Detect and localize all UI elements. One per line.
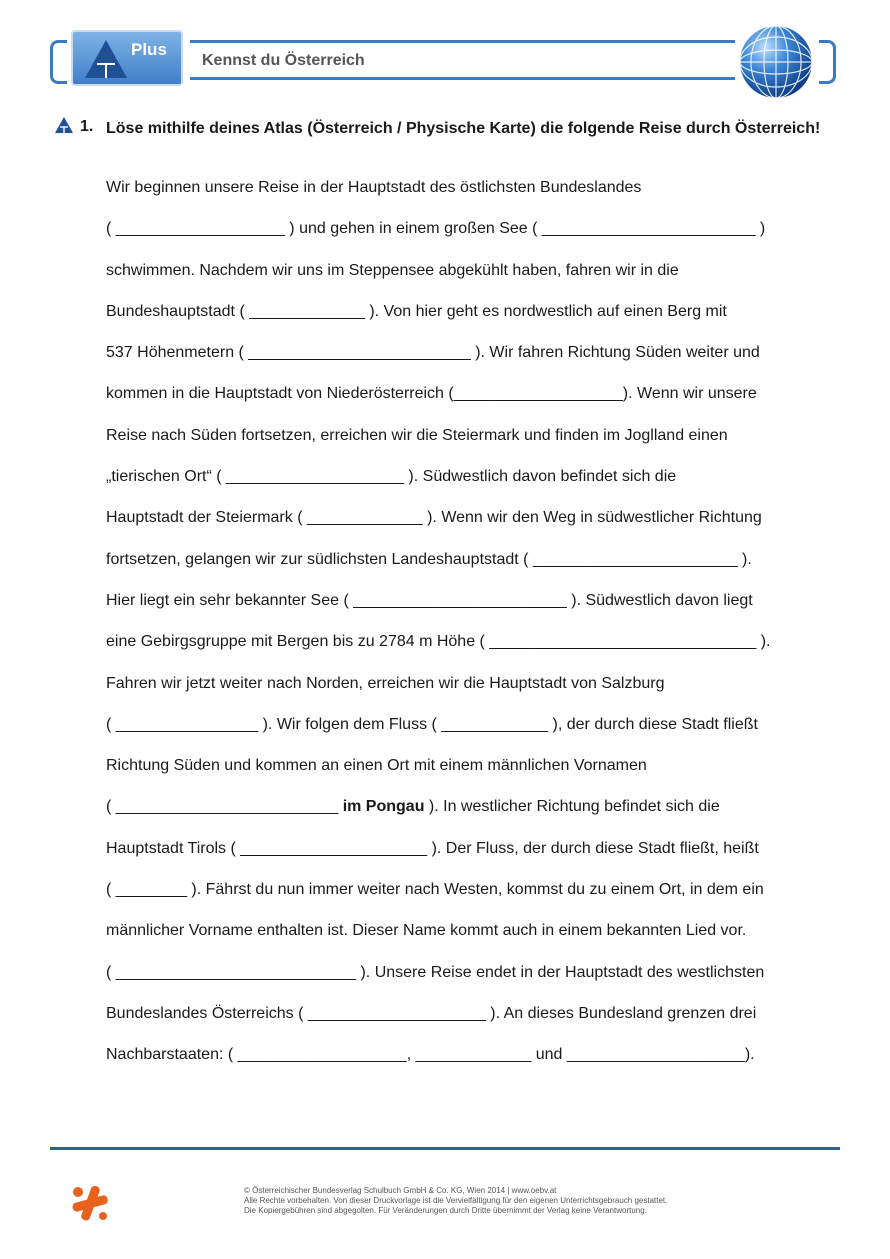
- bold-text-segment: im Pongau: [342, 798, 425, 816]
- globe-icon: [737, 23, 815, 101]
- text-line: Hauptstadt der Steiermark ( _____________ ). Wenn wir den Weg in südwestlicher Richtung: [106, 509, 762, 527]
- text-line: schwimmen. Nachdem wir uns im Steppensee abgekühlt haben, fahren wir in die: [106, 261, 679, 279]
- text-line: „tierischen Ort“ ( ____________________ ). Südwestlich davon befindet sich die: [106, 468, 677, 486]
- text-line: 537 Höhenmetern ( _________________________ ). Wir fahren Richtung Süden weiter und: [106, 344, 760, 362]
- text-line: Reise nach Süden fortsetzen, erreichen wir die Steiermark und finden im Joglland einen: [106, 426, 728, 444]
- plus-logo: [71, 30, 183, 86]
- text-line: ( ___________________ ) und gehen in einem großen See ( ________________________ ): [106, 220, 766, 238]
- text-line: Fahren wir jetzt weiter nach Norden, erreichen wir die Hauptstadt von Salzburg: [106, 674, 665, 692]
- cloze-text: [106, 177, 866, 1086]
- publisher-logo-icon: [70, 1183, 110, 1223]
- text-line: [106, 796, 866, 837]
- pyramid-icon: [83, 38, 129, 80]
- text-line: Wir beginnen unsere Reise in der Hauptstadt des östlichsten Bundeslandes: [106, 179, 642, 196]
- disclaimer-line: Die Kopiergebühren sind abgegolten. Für Veränderungen durch Dritte übernimmt der Verlag keine Verantwortung.: [244, 1206, 647, 1215]
- task-number: 1.: [80, 118, 94, 135]
- copyright-line: © Österreichischer Bundesverlag Schulbuch GmbH & Co. KG, Wien 2014 | www.oebv.at: [244, 1186, 557, 1195]
- header-bracket-right: [819, 40, 836, 84]
- page-title: Kennst du Österreich: [202, 52, 365, 69]
- text-line: kommen in die Hauptstadt von Niederösterreich (___________________). Wenn wir unsere: [106, 385, 757, 403]
- title-bar: [190, 40, 735, 80]
- text-line: Richtung Süden und kommen an einen Ort mit einem männlichen Vornamen: [106, 757, 647, 775]
- footer-divider: [50, 1147, 840, 1150]
- text-line: Nachbarstaaten: ( ___________________, _____________ und ____________________).: [106, 1046, 755, 1064]
- text-line: ( ___________________________ ). Unsere Reise endet in der Hauptstadt des westlichsten: [106, 963, 765, 981]
- text-segment: ). In westlicher Richtung befindet sich die: [424, 798, 720, 816]
- text-segment: ( _________________________: [106, 798, 343, 816]
- header-bracket-left: [50, 40, 67, 84]
- text-line: eine Gebirgsgruppe mit Bergen bis zu 2784 m Höhe ( ______________________________ ).: [106, 633, 771, 651]
- text-line: ( ________ ). Fährst du nun immer weiter nach Westen, kommst du zu einem Ort, in dem ein: [106, 881, 764, 899]
- task-pyramid-icon: [54, 116, 74, 134]
- copyright-notice: [244, 1186, 667, 1216]
- text-line: Hier liegt ein sehr bekannter See ( ________________________ ). Südwestlich davon liegt: [106, 591, 753, 609]
- task-title: Löse mithilfe deines Atlas (Österreich / Physische Karte) die folgende Reise durch Österreich!: [106, 120, 821, 137]
- text-line: fortsetzen, gelangen wir zur südlichsten Landeshauptstadt ( _______________________ ).: [106, 550, 752, 568]
- text-line: Bundeshauptstadt ( _____________ ). Von hier geht es nordwestlich auf einen Berg mit: [106, 302, 727, 320]
- text-line: Hauptstadt Tirols ( _____________________ ). Der Fluss, der durch diese Stadt fließt, heißt: [106, 839, 759, 857]
- logo-label: Plus: [131, 40, 167, 59]
- text-line: männlicher Vorname enthalten ist. Dieser Name kommt auch in einem bekannten Lied vor.: [106, 922, 747, 940]
- text-line: Bundeslandes Österreichs ( ____________________ ). An dieses Bundesland grenzen drei: [106, 1004, 757, 1022]
- text-line: ( ________________ ). Wir folgen dem Fluss ( ____________ ), der durch diese Stadt fließt: [106, 715, 758, 733]
- rights-line: Alle Rechte vorbehalten. Von dieser Druckvorlage ist die Vervielfältigung für den eigenen Unterrichtsgebrauch gestattet.: [244, 1196, 668, 1205]
